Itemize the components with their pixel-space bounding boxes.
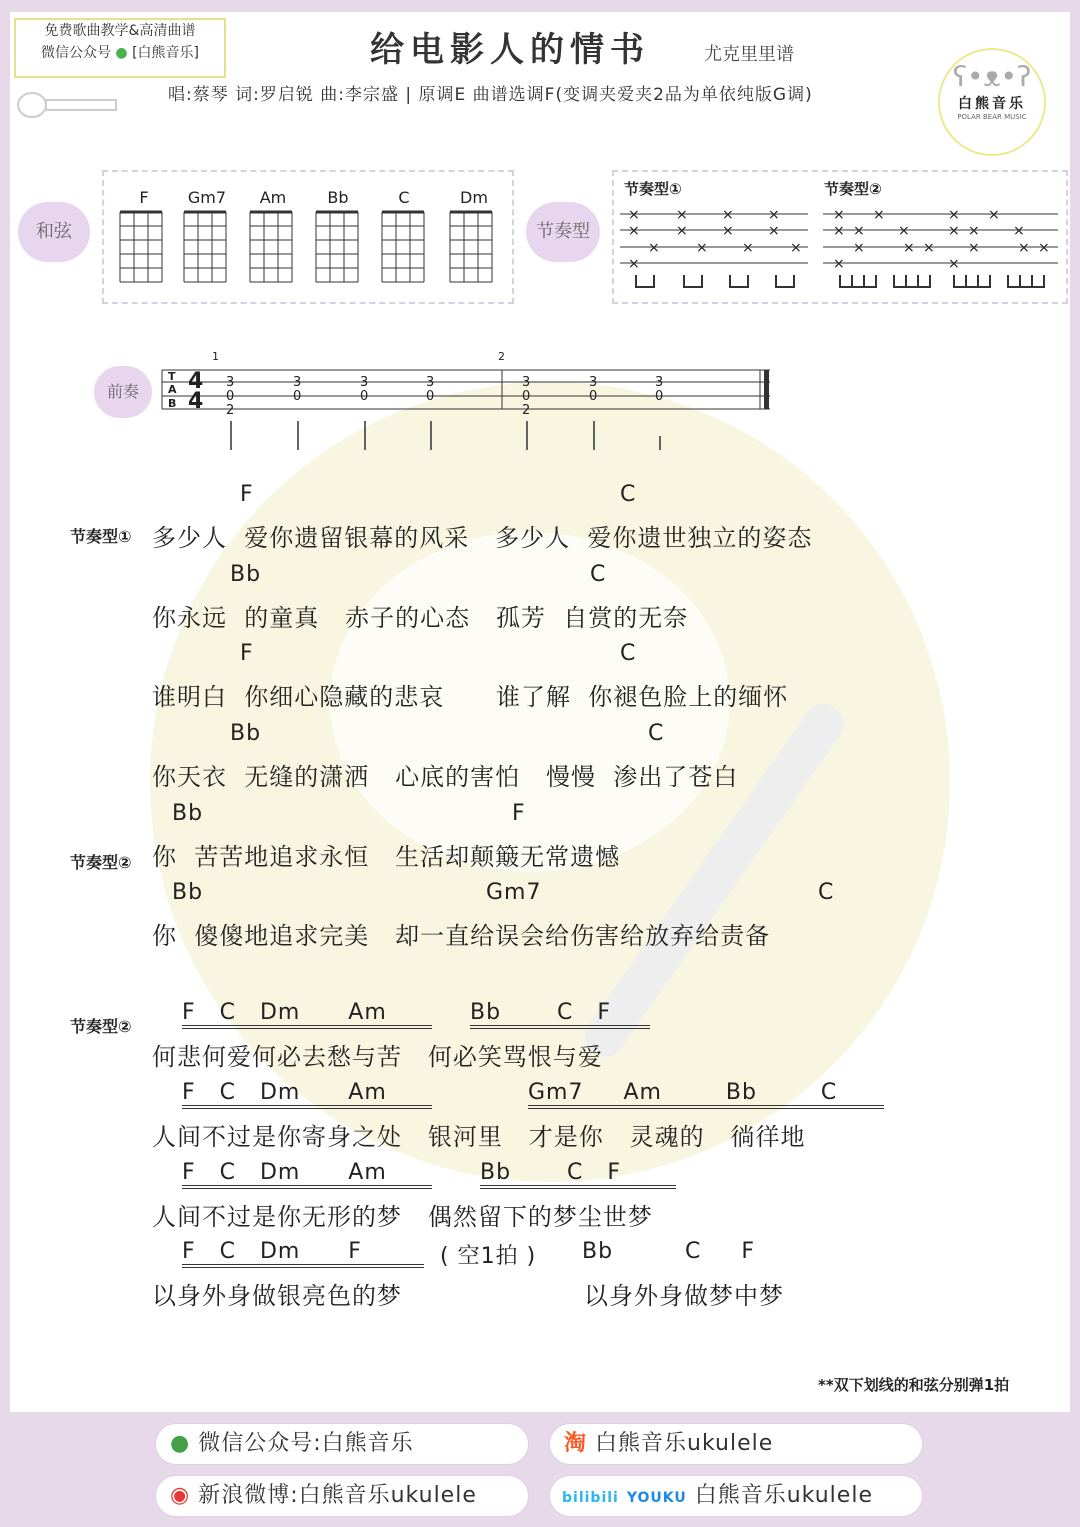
chord-grid bbox=[250, 212, 292, 282]
chord-label: C bbox=[620, 482, 637, 507]
svg-text:×: × bbox=[628, 256, 640, 272]
chord-group: F C Dm F bbox=[182, 1239, 424, 1268]
chord-grid bbox=[184, 212, 226, 282]
svg-text:0: 0 bbox=[589, 389, 598, 404]
lyric-line-1: 多少人 爱你遗留银幕的风采 多少人 爱你遗世独立的姿态 bbox=[152, 524, 813, 552]
chord-grid bbox=[316, 212, 358, 282]
lyric-line-10b: 以身外身做梦中梦 bbox=[584, 1282, 784, 1310]
youku-icon: YOUKU bbox=[626, 1490, 687, 1506]
svg-text:×: × bbox=[1018, 240, 1030, 256]
lyric-line-5: 你 苦苦地追求永恒 生活却颠簸无常遗憾 bbox=[152, 843, 621, 871]
chord-label: F bbox=[512, 801, 526, 826]
footer-weibo[interactable] bbox=[156, 1476, 528, 1516]
rhythm-label: 节奏型 bbox=[526, 202, 600, 262]
verse-rhythm-tag-1: 节奏型① bbox=[70, 527, 132, 546]
chord-label: F bbox=[240, 641, 254, 666]
lyric-line-7: 何悲何爱何必去愁与苦 何必笑骂恨与爱 bbox=[152, 1043, 603, 1071]
svg-text:2: 2 bbox=[522, 403, 531, 418]
svg-text:×: × bbox=[742, 240, 754, 256]
svg-text:×: × bbox=[853, 240, 865, 256]
svg-text:3: 3 bbox=[360, 375, 369, 390]
svg-text:×: × bbox=[903, 240, 915, 256]
svg-text:×: × bbox=[790, 240, 802, 256]
svg-text:0: 0 bbox=[426, 389, 435, 404]
svg-text:×: × bbox=[628, 207, 640, 223]
svg-text:×: × bbox=[833, 256, 845, 272]
chord-label: Bb bbox=[172, 801, 204, 826]
footer-video-text: 白熊音乐ukulele bbox=[694, 1483, 873, 1508]
svg-text:4: 4 bbox=[188, 369, 204, 394]
chord-group: F C Dm Am bbox=[182, 1160, 432, 1189]
ukulele-icon bbox=[14, 90, 124, 120]
chorus-rhythm-tag: 节奏型② bbox=[70, 1017, 132, 1036]
song-credits: 唱:蔡琴 词:罗启锐 曲:李宗盛 | 原调E 曲谱选调F(变调夹爱夹2品为单依纯版G调) bbox=[168, 85, 813, 105]
svg-text:×: × bbox=[898, 223, 910, 239]
footer-taobao[interactable] bbox=[550, 1424, 922, 1464]
svg-text:4: 4 bbox=[188, 389, 204, 414]
lyric-line-6: 你 傻傻地追求完美 却一直给误会给伤害给放弃给责备 bbox=[152, 922, 771, 950]
bear-icon: ʕ•ᴥ•ʔ bbox=[952, 60, 1032, 93]
svg-text:0: 0 bbox=[522, 389, 531, 404]
svg-text:×: × bbox=[1038, 240, 1050, 256]
lyric-line-9: 人间不过是你无形的梦 偶然留下的梦尘世梦 bbox=[152, 1203, 653, 1231]
tab-bar-number-2: 2 bbox=[498, 350, 505, 363]
weibo-icon: ◉ bbox=[170, 1483, 191, 1508]
footer-weibo-text: 新浪微博:白熊音乐ukulele bbox=[198, 1483, 477, 1508]
svg-text:×: × bbox=[768, 223, 780, 239]
svg-text:×: × bbox=[968, 223, 980, 239]
svg-text:3: 3 bbox=[226, 375, 235, 390]
lyric-line-4: 你天衣 无缝的潇洒 心底的害怕 慢慢 渗出了苍白 bbox=[152, 763, 739, 791]
svg-text:×: × bbox=[722, 207, 734, 223]
chord-label: C bbox=[590, 562, 607, 587]
footer-wechat[interactable] bbox=[156, 1424, 528, 1464]
lyric-line-10a: 以身外身做银亮色的梦 bbox=[152, 1282, 402, 1310]
svg-text:×: × bbox=[948, 207, 960, 223]
chord-name-gm7: Gm7 bbox=[187, 188, 227, 207]
footer-taobao-text: 白熊音乐ukulele bbox=[595, 1431, 774, 1456]
svg-text:×: × bbox=[833, 223, 845, 239]
footer-wechat-text: 微信公众号:白熊音乐 bbox=[198, 1431, 414, 1456]
lyric-line-2: 你永远 的童真 赤子的心态 孤芳 自赏的无奈 bbox=[152, 604, 689, 632]
bilibili-icon: bilibili bbox=[562, 1490, 619, 1506]
chord-name-c: C bbox=[398, 188, 410, 207]
svg-text:2: 2 bbox=[226, 403, 235, 418]
svg-text:×: × bbox=[853, 223, 865, 239]
chord-group: Bb C F bbox=[582, 1239, 755, 1264]
brand-logo bbox=[938, 48, 1046, 156]
svg-text:×: × bbox=[768, 207, 780, 223]
chord-label: C bbox=[648, 721, 665, 746]
chord-label: Bb bbox=[172, 880, 204, 905]
svg-text:×: × bbox=[648, 240, 660, 256]
footnote: **双下划线的和弦分别弹1拍 bbox=[818, 1376, 1010, 1394]
chord-label: Gm7 bbox=[486, 880, 542, 905]
svg-text:3: 3 bbox=[293, 375, 302, 390]
chord-label: Bb bbox=[230, 721, 262, 746]
footer-video[interactable] bbox=[550, 1476, 922, 1516]
chord-name-f: F bbox=[139, 188, 149, 207]
tab-bar-number-1: 1 bbox=[212, 350, 219, 363]
logo-en: POLAR BEAR MUSIC bbox=[957, 113, 1027, 121]
rhythm-2-title: 节奏型② bbox=[824, 180, 882, 198]
chord-group: F C Dm Am bbox=[182, 1080, 432, 1109]
svg-text:×: × bbox=[1013, 223, 1025, 239]
chord-label: C bbox=[818, 880, 835, 905]
svg-text:0: 0 bbox=[293, 389, 302, 404]
intro-label: 前奏 bbox=[94, 366, 152, 418]
chord-grid bbox=[450, 212, 492, 282]
svg-text:×: × bbox=[676, 207, 688, 223]
lyric-line-3: 谁明白 你细心隐藏的悲哀 谁了解 你褪色脸上的缅怀 bbox=[152, 683, 789, 711]
svg-text:B: B bbox=[168, 397, 177, 410]
chord-names bbox=[112, 188, 502, 208]
intro-tab-svg bbox=[160, 366, 780, 456]
svg-text:×: × bbox=[948, 223, 960, 239]
svg-text:×: × bbox=[696, 240, 708, 256]
svg-text:3: 3 bbox=[426, 375, 435, 390]
svg-text:×: × bbox=[923, 240, 935, 256]
svg-text:0: 0 bbox=[226, 389, 235, 404]
rest-note: ( 空1拍 ) bbox=[440, 1244, 537, 1269]
chord-grid bbox=[120, 212, 162, 282]
chord-label: Bb bbox=[230, 562, 262, 587]
svg-text:0: 0 bbox=[360, 389, 369, 404]
svg-text:×: × bbox=[968, 240, 980, 256]
svg-text:3: 3 bbox=[655, 375, 664, 390]
svg-text:×: × bbox=[948, 256, 960, 272]
chord-group: Bb C F bbox=[470, 1000, 650, 1029]
chord-name-bb: Bb bbox=[327, 188, 349, 207]
chord-group: Bb C F bbox=[480, 1160, 676, 1189]
promo-box bbox=[14, 18, 226, 78]
wechat-icon: ● bbox=[115, 45, 128, 61]
song-title: 给电影人的情书 bbox=[370, 30, 650, 70]
chord-name-am: Am bbox=[259, 188, 287, 207]
wechat-icon: ● bbox=[170, 1431, 191, 1456]
rhythm-1-title: 节奏型① bbox=[624, 180, 682, 198]
svg-text:0: 0 bbox=[655, 389, 664, 404]
chord-grid bbox=[382, 212, 424, 282]
svg-text:×: × bbox=[873, 207, 885, 223]
svg-text:×: × bbox=[833, 207, 845, 223]
chord-label: C bbox=[620, 641, 637, 666]
lyric-line-8: 人间不过是你寄身之处 银河里 才是你 灵魂的 徜徉地 bbox=[152, 1123, 806, 1151]
chord-group: Gm7 Am Bb C bbox=[528, 1080, 884, 1109]
logo-cn: 白熊音乐 bbox=[958, 96, 1026, 112]
chord-name-dm: Dm bbox=[460, 188, 488, 207]
song-subtitle: 尤克里里谱 bbox=[704, 44, 794, 65]
chord-group: F C Dm Am bbox=[182, 1000, 432, 1029]
chords-label: 和弦 bbox=[18, 202, 90, 262]
svg-text:3: 3 bbox=[522, 375, 531, 390]
chord-label: F bbox=[240, 482, 254, 507]
promo-line2: 微信公众号 bbox=[40, 45, 111, 61]
rhythm-patterns-svg bbox=[618, 200, 1058, 295]
svg-text:×: × bbox=[988, 207, 1000, 223]
svg-text:×: × bbox=[676, 223, 688, 239]
promo-line2b: [白熊音乐] bbox=[132, 45, 200, 61]
svg-text:3: 3 bbox=[589, 375, 598, 390]
svg-text:×: × bbox=[628, 223, 640, 239]
promo-line1: 免费歌曲教学&高清曲谱 bbox=[44, 23, 196, 39]
svg-text:×: × bbox=[722, 223, 734, 239]
verse-rhythm-tag-2: 节奏型② bbox=[70, 853, 132, 872]
svg-text:A: A bbox=[168, 383, 177, 396]
svg-text:T: T bbox=[168, 370, 176, 383]
taobao-icon: 淘 bbox=[564, 1431, 588, 1456]
